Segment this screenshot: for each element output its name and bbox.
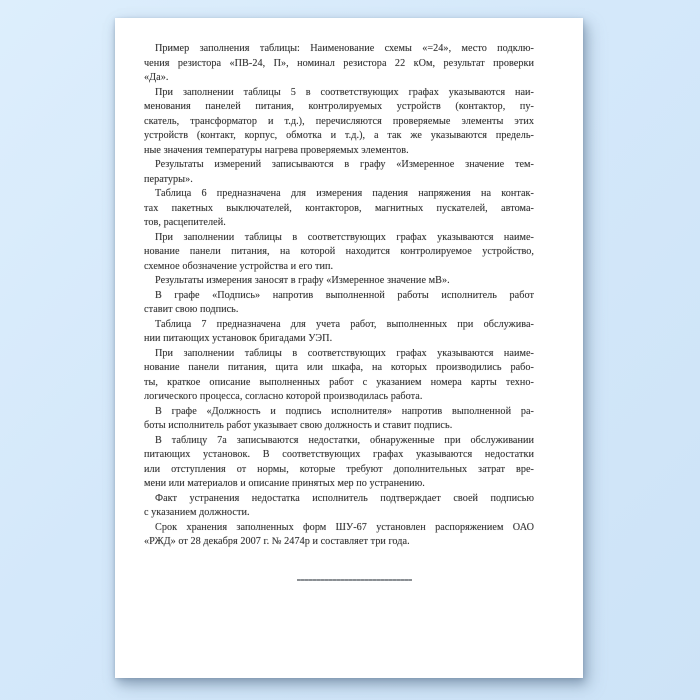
text-line: питающих установок. В соответствующих графах указываются недостатки xyxy=(144,449,534,460)
paragraph xyxy=(144,42,534,86)
text-line: нование панели питания, щита или шкафа, на которых производились рабо- xyxy=(144,362,534,373)
paragraph xyxy=(144,347,534,405)
paragraph xyxy=(144,318,534,347)
text-line: ты, краткое описание выполненных работ с указанием номера карты техно- xyxy=(144,376,534,388)
paragraph xyxy=(144,434,534,492)
paragraph xyxy=(144,187,534,231)
text-line: Результаты измерения заносят в графу «Измеренное значение мВ». xyxy=(155,275,450,286)
text-line: логического процесса, согласно которой производилась работа. xyxy=(144,391,423,402)
paragraph xyxy=(144,86,534,159)
text-line: тах пакетных выключателей, контакторов, магнитных пускателей, автома- xyxy=(144,202,534,214)
text-line: Пример заполнения таблицы: Наименование схемы «=24», место подклю- xyxy=(155,43,534,54)
document-text-block xyxy=(144,42,534,550)
text-line: В таблицу 7а записываются недостатки, обнаруженные при обслуживании xyxy=(155,434,534,446)
text-line: При заполнении таблицы в соответствующих графах указываются наиме- xyxy=(155,231,534,243)
text-line: В графе «Должность и подпись исполнителя» напротив выполненной ра- xyxy=(155,405,534,417)
paragraph xyxy=(144,289,534,318)
text-line: Результаты измерений записываются в графу «Измеренное значение тем- xyxy=(155,159,534,170)
text-line: В графе «Подпись» напротив выполненной работы исполнитель работ xyxy=(155,289,534,301)
text-line: боты исполнитель работ указывает свою должность и ставит подпись. xyxy=(144,420,453,431)
text-line: ставит свою подпись. xyxy=(144,304,239,315)
paragraph xyxy=(144,521,534,550)
text-line: менования панелей питания, контролируемых устройств (контактор, пу- xyxy=(144,101,534,112)
paragraph xyxy=(144,274,534,289)
text-line: скатель, трансформатор и т.д.), перечисляются проверяемые элементы этих xyxy=(144,115,534,127)
text-line: схемное обозначение устройства и его тип. xyxy=(144,260,334,272)
text-line: Таблица 6 предназначена для измерения падения напряжения на контак- xyxy=(155,188,534,199)
footer-divider-line xyxy=(297,579,412,581)
text-line: нование панели питания, на которой находится контролируемое устройство, xyxy=(144,246,534,257)
text-line: тов, расцепителей. xyxy=(144,217,226,228)
text-line: или отступления от нормы, которые требуют дополнительных затрат вре- xyxy=(144,463,534,475)
text-line: устройств (контакт, корпус, обмотка и т.д.), а так же указываются предель- xyxy=(144,130,534,141)
text-line: Таблица 7 предназначена для учета работ, выполненных при обслужива- xyxy=(155,318,534,330)
text-line: «РЖД» от 28 декабря 2007 г. № 2474р и составляет три года. xyxy=(144,536,410,547)
text-line: пературы». xyxy=(144,173,193,185)
paragraph xyxy=(144,405,534,434)
paragraph xyxy=(144,158,534,187)
text-line: Факт устранения недостатка исполнитель подтверждает своей подписью xyxy=(155,492,534,504)
text-line: Срок хранения заполненных форм ШУ-67 установлен распоряжением ОАО xyxy=(155,521,534,533)
text-line: нии питающих установок бригадами УЭП. xyxy=(144,333,333,344)
paragraph xyxy=(144,231,534,275)
text-line: ные значения температуры нагрева проверяемых элементов. xyxy=(144,144,409,156)
paragraph xyxy=(144,492,534,521)
text-line: с указанием должности. xyxy=(144,507,250,518)
document-page xyxy=(115,18,583,678)
text-line: чения резистора «ПВ-24, П», номинал резистора 22 кОм, результат проверки xyxy=(144,57,534,69)
text-line: мени или материалов и описание принятых мер по устранению. xyxy=(144,478,425,489)
text-line: При заполнении таблицы в соответствующих графах указываются наиме- xyxy=(155,347,534,359)
text-line: «Да». xyxy=(144,72,169,83)
text-line: При заполнении таблицы 5 в соответствующих графах указываются наи- xyxy=(155,86,534,98)
